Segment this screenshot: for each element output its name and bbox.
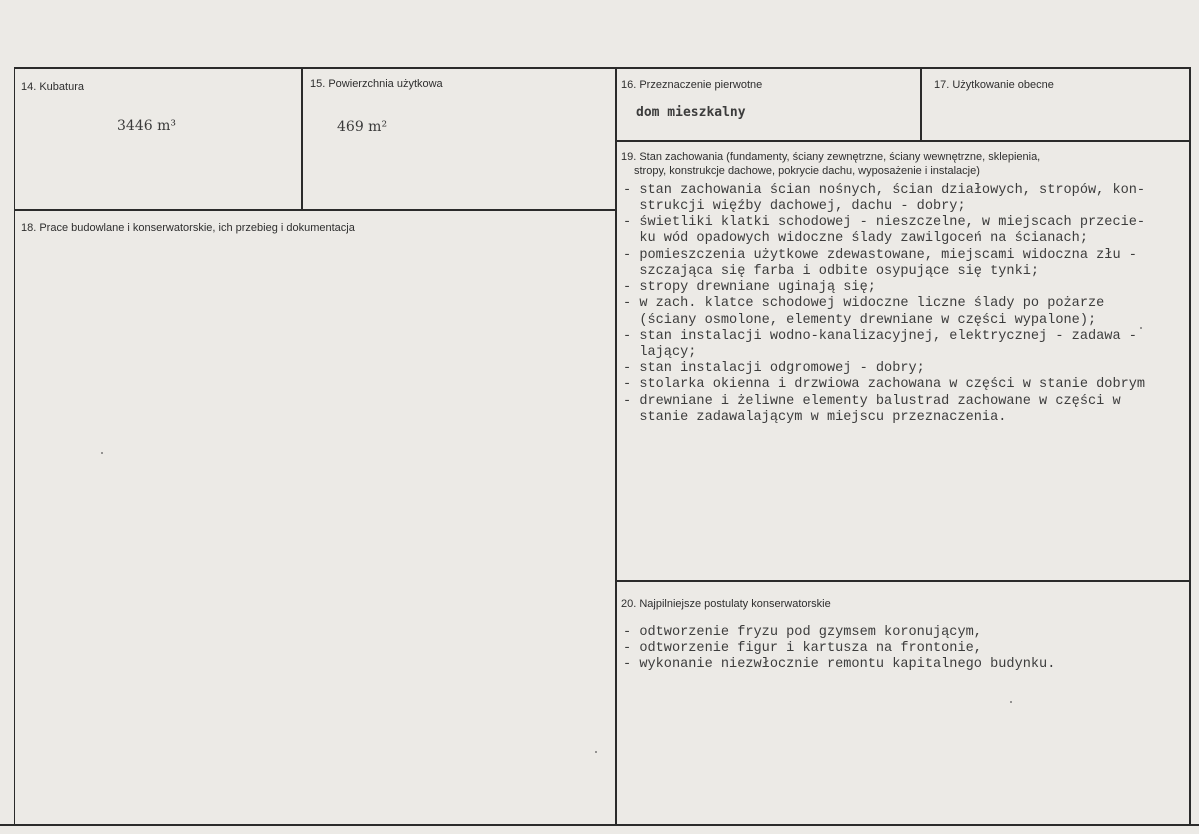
left-edge [14, 67, 15, 826]
list-item: - świetliki klatki schodowej - nieszczelne, w miejscach przecie- [623, 215, 1146, 230]
divider-16-17 [920, 67, 922, 141]
list-item: - pomieszczenia użytkowe zdewastowane, miejscami widoczna złu - [623, 248, 1137, 263]
field-19-label-line-1: 19. Stan zachowania (fundamenty, ściany zewnętrzne, ściany wewnętrzne, sklepienia, [621, 151, 1041, 163]
divider-middle [615, 67, 617, 826]
paper-speck [1140, 327, 1142, 329]
right-edge [1189, 67, 1191, 826]
field-16-label: 16. Przeznaczenie pierwotne [621, 79, 763, 91]
list-item: szczająca się farba i odbite osypujące się tynki; [623, 264, 1040, 279]
field-15-value: 469 m² [337, 119, 388, 135]
field-18-label: 18. Prace budowlane i konserwatorskie, ich przebieg i dokumentacja [21, 222, 355, 234]
list-item: lający; [623, 345, 697, 360]
field-14-label: 14. Kubatura [21, 81, 84, 93]
divider-14-15 [301, 67, 303, 210]
list-item: - w zach. klatce schodowej widoczne liczne ślady po pożarze [623, 296, 1105, 311]
field-20-label: 20. Najpilniejsze postulaty konserwatorskie [621, 598, 831, 610]
list-item: - stropy drewniane uginają się; [623, 280, 876, 295]
rule-above-20 [616, 580, 1190, 582]
paper-speck [101, 452, 103, 454]
list-item: stanie zadawalającym w miejscu przeznaczenia. [623, 410, 1007, 425]
list-item: - stan instalacji wodno-kanalizacyjnej, elektrycznej - zadawa - [623, 329, 1137, 344]
field-19-label-line-2: stropy, konstrukcje dachowe, pokrycie dachu, wyposażenie i instalacje) [634, 165, 980, 177]
rule-under-16-17 [616, 140, 1190, 142]
bottom-rule [0, 824, 1199, 826]
list-item: ku wód opadowych widoczne ślady zawilgoceń na ścianach; [623, 231, 1088, 246]
field-17-label: 17. Użytkowanie obecne [934, 79, 1054, 91]
field-15-label: 15. Powierzchnia użytkowa [310, 78, 443, 90]
top-rule [14, 67, 1190, 69]
field-16-value: dom mieszkalny [636, 105, 746, 120]
list-item: - stolarka okienna i drzwiowa zachowana w części w stanie dobrym [623, 377, 1146, 392]
list-item: - drewniane i żeliwne elementy balustrad zachowane w części w [623, 394, 1121, 409]
paper-speck [1010, 701, 1012, 703]
paper-speck [595, 751, 597, 753]
list-item: (ściany osmolone, elementy drewniane w części wypalone); [623, 313, 1097, 328]
rule-under-14-15 [14, 209, 616, 211]
list-item: - stan zachowania ścian nośnych, ścian działowych, stropów, kon- [623, 183, 1146, 198]
field-14-value: 3446 m³ [117, 118, 176, 134]
list-item: - wykonanie niezwłocznie remontu kapitalnego budynku. [623, 657, 1056, 672]
list-item: strukcji więźby dachowej, dachu - dobry; [623, 199, 966, 214]
list-item: - odtworzenie fryzu pod gzymsem koronującym, [623, 625, 982, 640]
list-item: - stan instalacji odgromowej - dobry; [623, 361, 925, 376]
list-item: - odtworzenie figur i kartusza na frontonie, [623, 641, 982, 656]
